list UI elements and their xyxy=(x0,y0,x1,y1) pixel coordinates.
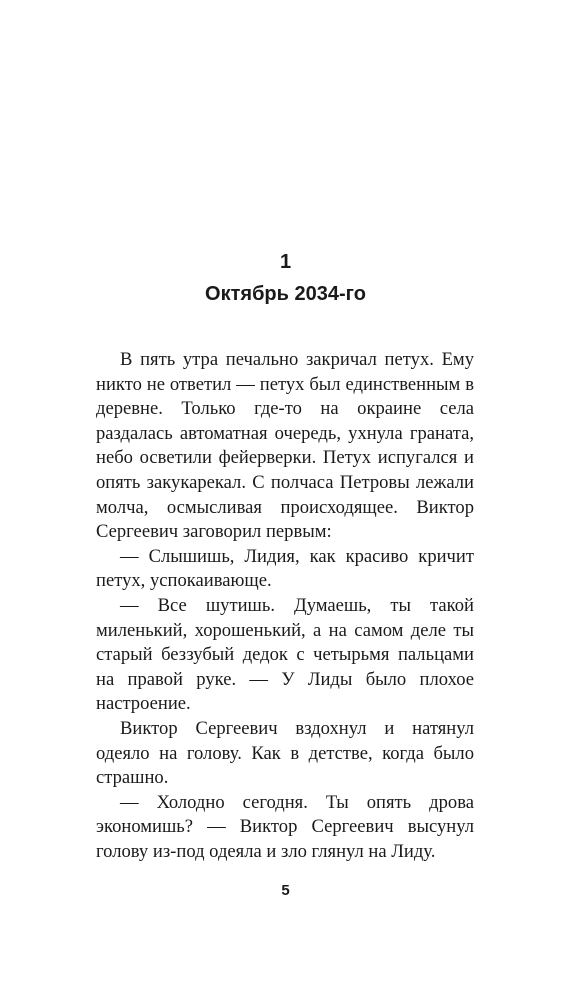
paragraph: — Слышишь, Лидия, как красиво кричит петух, успокаивающе. xyxy=(96,545,474,592)
paragraph: — Все шутишь. Думаешь, ты такой миленький, хорошенький, а на самом деле ты старый беззубый дедок с четырьмя пальцами на правой руке. — У Лиды было плохое настроение. xyxy=(96,594,474,715)
chapter-number: 1 xyxy=(279,251,292,273)
chapter-body xyxy=(96,348,474,864)
paragraph: В пять утра печально закричал петух. Ему никто не ответил — петух был единственным в деревне. Только где-то на окраине села раздалась автоматная очередь, ухнула граната, небо осветили фейерверки. Петух испугался и опять закукарекал. С полчаса Петровы лежали молча, осмысливая происходящее. Виктор Сергеевич заговорил первым: xyxy=(96,349,474,543)
chapter-title: Октябрь 2034-го xyxy=(205,283,366,305)
page-number: 5 xyxy=(281,882,290,899)
paragraph: — Холодно сегодня. Ты опять дрова экономишь? — Виктор Сергеевич высунул голову из-под одеяла и зло глянул на Лиду. xyxy=(96,791,474,862)
paragraph: Виктор Сергеевич вздохнул и натянул одеяло на голову. Как в детстве, когда было страшно. xyxy=(96,717,474,789)
